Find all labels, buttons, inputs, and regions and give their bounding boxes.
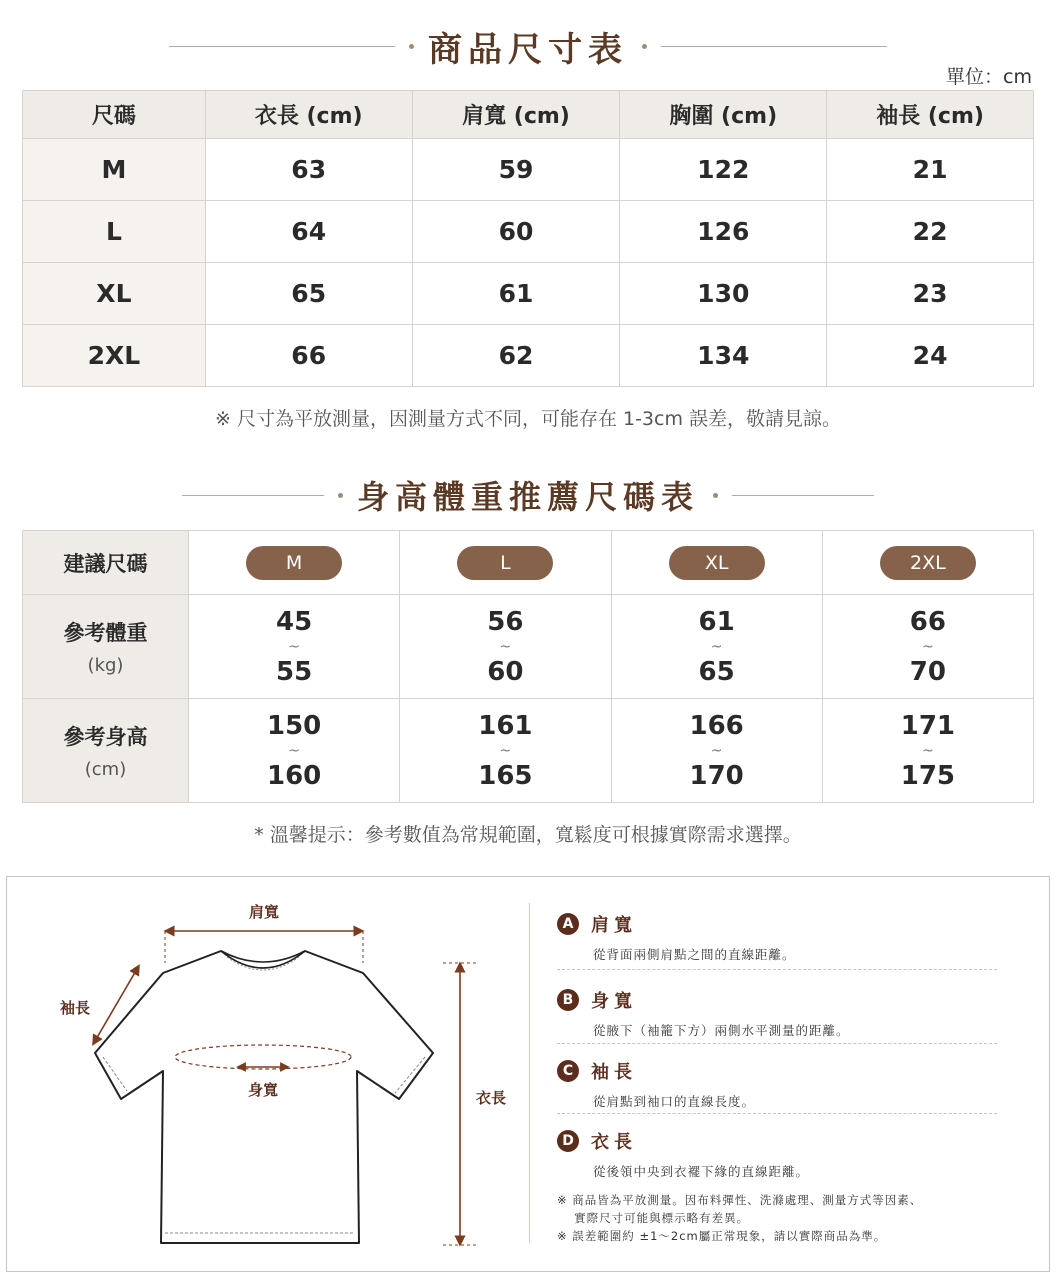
value-cell: 64 [205,201,412,263]
guide-item-title: 袖長 [591,1062,637,1083]
guide-item-title: 肩寬 [591,915,637,936]
table-row [23,263,1034,325]
value-cell: 65 [205,263,412,325]
weight-unit: (kg) [87,655,124,676]
guide-footnote: 實際尺寸可能與標示略有差異。 [557,1211,750,1225]
size-chart-note: ※ 尺寸為平放測量，因測量方式不同，可能存在 1-3cm 誤差，敬請見諒。 [214,408,842,430]
title-divider-right [732,495,874,496]
range-max: 65 [698,656,735,687]
title-dot [338,493,343,498]
size-cell [822,531,1033,595]
recommend-title: 身高體重推薦尺碼表 [356,478,699,516]
range-min: 171 [900,710,956,741]
size-chart-header-row [23,91,1034,139]
range-tilde: ~ [710,638,723,655]
range-min: 56 [487,606,524,637]
height-cell [822,699,1033,803]
guide-separator [557,969,997,970]
value-cell: 63 [205,139,412,201]
guide-item-chest [557,987,997,1039]
column-header: 尺碼 [23,91,206,139]
guide-divider [529,903,530,1243]
height-label: 參考身高 [63,725,148,749]
range-max: 165 [478,760,533,791]
height-cell [189,699,400,803]
range-max: 70 [909,656,946,687]
unit-label: 單位：cm [946,66,1032,88]
guide-item-length [557,1128,997,1180]
guide-item-desc: 從腋下（袖籠下方）兩側水平測量的距離。 [593,1023,850,1038]
value-cell: 61 [412,263,620,325]
guide-item-sleeve [557,1058,997,1110]
badge-d: D [557,1130,579,1152]
chest-label: 身寬 [247,1081,279,1099]
size-cell [611,531,822,595]
weight-label: 參考體重 [63,621,148,645]
range-tilde: ~ [499,742,512,759]
guide-item-desc: 從背面兩側肩點之間的直線距離。 [593,947,796,962]
guide-separator [557,1043,997,1044]
guide-footnote: ※ 誤差範圍約 ±1～2cm屬正常現象，請以實際商品為準。 [557,1229,887,1243]
value-cell: 62 [412,325,620,387]
guide-footnote: ※ 商品皆為平放測量。因布料彈性、洗滌處理、測量方式等因素、 [557,1193,923,1207]
range-tilde: ~ [922,638,934,655]
title-divider-right [661,46,887,47]
range-min: 161 [478,710,533,741]
column-header: 衣長 (cm) [205,91,412,139]
value-cell: 126 [620,201,827,263]
measurement-guide [6,876,1050,1272]
column-header: 肩寬 (cm) [412,91,620,139]
length-label: 衣長 [475,1089,507,1107]
size-pill: 2XL [880,546,976,580]
size-cell: XL [23,263,206,325]
value-cell: 22 [827,201,1034,263]
title-divider-left [182,495,324,496]
range-max: 175 [900,760,956,791]
title-divider-left [169,46,395,47]
table-row [23,201,1034,263]
range-min: 166 [689,710,744,741]
title-dot [409,44,414,49]
badge-a: A [557,913,579,935]
weight-row-label [23,595,189,699]
range-tilde: ~ [922,742,934,759]
height-cell [611,699,822,803]
range-max: 60 [487,656,524,687]
value-cell: 59 [412,139,620,201]
tshirt-diagram [7,877,527,1273]
size-chart-table [22,90,1034,387]
value-cell: 122 [620,139,827,201]
range-min: 66 [909,606,946,637]
badge-c: C [557,1060,579,1082]
range-max: 170 [689,760,744,791]
badge-b: B [557,989,579,1011]
size-chart-title: 商品尺寸表 [428,30,628,70]
recommend-title-row [0,472,1056,518]
recommend-note: * 溫馨提示：參考數值為常規範圍，寬鬆度可根據實際需求選擇。 [254,824,802,846]
recommend-table [22,530,1034,803]
weight-row [23,595,1034,699]
size-pill: M [246,546,342,580]
range-min: 150 [266,710,322,741]
guide-item-title: 衣長 [591,1132,637,1153]
range-max: 55 [276,656,313,687]
value-cell: 134 [620,325,827,387]
title-dot [713,493,718,498]
column-header: 袖長 (cm) [827,91,1034,139]
range-tilde: ~ [499,638,512,655]
range-max: 160 [266,760,322,791]
size-pill: L [457,546,553,580]
value-cell: 21 [827,139,1034,201]
guide-item-desc: 從後領中央到衣襬下緣的直線距離。 [593,1164,810,1179]
range-tilde: ~ [288,742,300,759]
guide-item-shoulder [557,911,997,963]
table-row [23,325,1034,387]
weight-cell [822,595,1033,699]
height-row [23,699,1034,803]
guide-separator [557,1113,997,1114]
size-cell [400,531,611,595]
size-cell: M [23,139,206,201]
size-cell [189,531,400,595]
value-cell: 66 [205,325,412,387]
value-cell: 60 [412,201,620,263]
sleeve-label: 袖長 [59,999,91,1017]
value-cell: 130 [620,263,827,325]
table-row [23,139,1034,201]
weight-cell [611,595,822,699]
value-cell: 23 [827,263,1034,325]
height-unit: (cm) [84,759,127,780]
weight-cell [400,595,611,699]
range-tilde: ~ [710,742,723,759]
size-cell: L [23,201,206,263]
value-cell: 24 [827,325,1034,387]
size-row-label: 建議尺碼 [23,531,189,595]
range-tilde: ~ [288,638,300,655]
range-min: 61 [698,606,735,637]
size-pill: XL [669,546,765,580]
height-row-label [23,699,189,803]
range-min: 45 [276,606,313,637]
guide-item-title: 身寬 [591,991,637,1012]
guide-item-desc: 從肩點到袖口的直線長度。 [593,1094,756,1109]
size-chart-title-row [0,22,1056,71]
column-header: 胸圍 (cm) [620,91,827,139]
size-row [23,531,1034,595]
height-cell [400,699,611,803]
shoulder-label: 肩寬 [248,903,280,921]
title-dot [642,44,647,49]
weight-cell [189,595,400,699]
size-cell: 2XL [23,325,206,387]
